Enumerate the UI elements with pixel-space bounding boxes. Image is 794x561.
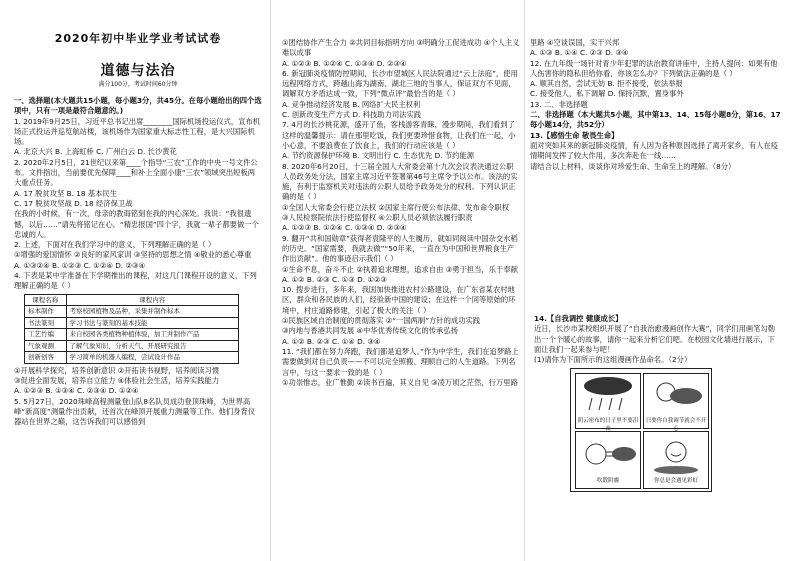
question-line: A. ①②③ B. ①②④ C. ①③④ D. ②③④ <box>282 58 407 68</box>
table-row <box>25 306 239 318</box>
comic-panel-2 <box>643 373 709 432</box>
comic-panel-3 <box>575 431 641 489</box>
wind-face-icon <box>576 432 640 476</box>
q14-question: (1)请你为下面所示的这组漫画作品命名。（2分） <box>534 355 692 365</box>
comic-caption: 只要你自我调节就会不开心 <box>645 418 707 432</box>
comic-panel-1 <box>575 373 641 432</box>
question-line: ①增强的爱国情怀 ②良好的家风家训 ③坚持的思想之情 ④敬业的悉心尊重 <box>14 250 252 260</box>
table-cell: 来自校园各类植物种植体验，加工并制作产品 <box>66 329 238 341</box>
sun-smile-icon <box>644 432 708 476</box>
fold-line <box>524 0 525 561</box>
comic-caption: 吹散阴霾 <box>596 478 619 484</box>
question-line: A. ①②③ B. ①②④ C. ①③④ D. ②③④ <box>282 223 407 233</box>
question-14 <box>534 314 782 365</box>
q14-heading: 14.【自我调控 健康成长】 <box>534 314 623 323</box>
question-line: 9. 翻开“共和国勋章”获得者袁隆平的人生履历，就如同阅读中国杂交水稻的历史。“国家需要，我就去做”“50年来，一直在为中国和世界粮食生产作出贡献”。他的事迹启示我们（ ） <box>282 233 518 264</box>
table-row <box>25 317 239 329</box>
question-line: ①开展科学探究，培养创新意识 ②开拓读书视野，培养阅读习惯 <box>14 365 220 375</box>
question-line: 13.【感悟生命 敬畏生命】 <box>530 130 619 140</box>
question-line: C. 接受他人，私下调解 D. 保持沉默，置身事外 <box>530 89 684 99</box>
comic-caption: 你总是会遇见彩虹 <box>653 478 698 484</box>
question-line: A. 17 脱贫攻坚 B. 18 基本民生 <box>14 188 118 198</box>
fold-line <box>270 0 271 561</box>
question-line: A. ①② B. ②③ C. ①③ D. ①②③ <box>282 274 387 284</box>
question-line: ①民族区域自治制度的贯彻落实 ②“一国两制”方针的成功实践 <box>282 316 481 326</box>
q14-body: 近日，长沙市某校组织开展了“自我治愈漫画创作大赛”，同学们用画笔勾勒出一个个暖心的故事，请你一起来分析它们吧。在校园文化墙进行展示，下面让我们一起来参与吧！ <box>534 324 776 354</box>
question-line: ①生命不息，奋斗不止 ②执着追求理想，追求自由 ③勇于担当，乐于奉献 <box>282 264 518 274</box>
rain-cloud-icon <box>576 374 640 416</box>
question-line: 12. 在九年级一场针对青少年犯罪的法治教育讲座中，主持人提问：如果有他人伤害你的隐私但给你看，你该怎么办？下列做法正确的是（ ） <box>530 58 778 78</box>
question-line: 在我的小时候，有一次，母亲的教诲铭刻在我的内心深处。我说：“我很遗憾，以后……”请先将铭记在心。“精忠报国”四个字，我就一辈子都要做一个忠诚的人。 <box>14 209 259 239</box>
question-line: A. 北京大兴 B. 上海虹桥 C. 广州白云 D. 长沙黄花 <box>14 147 177 157</box>
comic-caption: 阴云密布的日子里不要沮丧 <box>577 418 639 432</box>
question-line: ①全国人大常委会行使立法权 ②国家主席行使公布法律、发布命令职权 <box>282 202 510 212</box>
question-line: A. ①③②④ B. ①②③ C. ①②④ D. ②③④ <box>14 260 146 270</box>
question-line: 请结合以上材料，谈谈你对珍爱生命、生命至上的理解。（8分） <box>530 161 736 171</box>
table-cell: 气象观测 <box>25 340 67 352</box>
question-line: 面对突如其来的新冠肺炎疫情，有人因为各种原因选择了离开家乡，有人在疫情期间发挥了较大作用，多次奔赴在一线…… <box>530 140 779 161</box>
comic-panel-4 <box>643 431 709 489</box>
table-cell: 了解气象知识，分析天气、开展研究报告 <box>66 340 238 352</box>
question-line: 二、非选择题（本大题共5小题，其中第13、14、15每小题8分，第16、17每小题14分，共52分） <box>530 110 781 130</box>
table-cell: 创新创客 <box>25 352 67 364</box>
question-line: 7. 4月的长沙桃花源，盛开了鱼，客栈游客青睐，漫步期间，我们看到了这样的温馨提示：请在那里吃饭，我们更要珍惜食物，让我们在一起，小小心意，不要浪费在了饮食上，我们的行动应该是（ ） <box>282 120 516 150</box>
table-row <box>25 329 239 341</box>
question-line: 一、选择题(本大题共15小题，每小题3分，共45分。在每小题给出的四个选项中，只有一项是最符合题意的。) <box>14 96 262 116</box>
question-line: A. 顺其自然，尝试无妨 B. 拒不接受，依法举报 <box>530 79 683 89</box>
table-cell: 考察校园植物及品种，采集并制作标本 <box>66 306 238 318</box>
question-line: ③人民检察院依法行使监督权 ④公职人员必须依法履行职责 <box>282 213 473 223</box>
comic-strip <box>570 368 712 492</box>
column-3 <box>530 38 782 172</box>
question-line: 里路 ④空谈误国，实干兴邦 <box>530 38 620 47</box>
subject-title: 道德与法治 <box>100 63 176 79</box>
sun-cloud-icon <box>644 374 708 416</box>
exam-title: 2020年初中毕业学业考试试卷 <box>54 32 222 45</box>
column-1 <box>14 96 262 427</box>
table-header: 课程内容 <box>66 294 238 306</box>
question-line: A. ①②③ B. ①③④ C. ②③④ D. ①②④ <box>14 386 139 396</box>
question-line: 13. 二、非选择题 <box>530 99 588 109</box>
table-row <box>25 352 239 364</box>
question-line: A. 竞争推动经济发展 B. 网络扩大民主权利 <box>282 99 421 109</box>
question-line: 10. 搜步进行，多年来，我国加快推进农村公路建设，在广东省某农村地区，群众和各民族的人们，经验新中国的建设；在这样一个同等原始的环境中，村庄道路修建，引起了极大的关注（ ） <box>282 285 516 315</box>
question-line: 2. 2020年2月5日，21世纪以来第____个指导“三农”工作的中央一号文件公布。文件指出，当前要优先保障____和补上全面小康“三农”领域突出短板两大重点任务。 <box>14 157 258 188</box>
question-line: C. 创新改变生产方式 D. 科技助力司法实践 <box>282 110 422 120</box>
question-line: 4. 下表是某中学准备在下学期推出的课程，对这几门课程开设的意义，下列理解正确的是（ ） <box>14 271 257 291</box>
question-line: ①团结协作产生合力 ②共同目标指明方向 ③明确分工促进成功 ④个人主义难以成事 <box>282 38 520 58</box>
question-line: 1. 2019年9月25日，习近平总书记出席________国际机场投运仪式，宣布机场正式投运并巡览航站楼，该机场作为国家重大标志性工程，是大兴国际机场。 <box>14 116 261 147</box>
question-line: 5. 5月27日，2020珠峰高程测量登山队8名队员成功登顶珠峰，为世界高峰“新高度”测量作出贡献，还首次在峰顶开展重力测量等工作。他们身背仪器站在世界之巅，这告诉我们可以感悟到 <box>14 396 256 427</box>
question-line: ③内地与香港共同发展 ④中华优秀传统文化的传承弘扬 <box>282 326 458 336</box>
table-cell: 学习书法与篆刻的基本技能 <box>66 317 238 329</box>
question-line: 6. 新冠肺炎疫情防控期间，长沙市望城区人民法院通过“云上法庭”，使用远程网络方式，跨越山海为湖南、湖北三地的当事人，保证双方不见面，调解双方矛盾达成一致，下列“微点评”最恰当的是（ ） <box>282 68 518 99</box>
table-cell: 工艺竹编 <box>25 329 67 341</box>
question-line: 8. 2020年6月20日，十三届全国人大常委会第十九次会议表决通过公职人员政务处分法，国家主席习近平签署第46号主席令予以公布。该法的实施，有利于监察机关对违法的公职人员给予政务处分的权利。下列认识正确的是（ ） <box>282 161 518 202</box>
question-line: 11. “我们都在努力奔跑，我们都是追梦人。”作为中学生，我们在追梦路上需要做到对自己负责——不可以完全照搬、理顺自己的人生道路。下列名言中，与这一要求一致的是（ ） <box>282 346 519 377</box>
table-cell: 标本制作 <box>25 306 67 318</box>
question-line: ①功崇惟志，业广惟勤 ②读书百遍，其义自见 ③凌万顷之茫然，行万里路 <box>282 377 518 387</box>
table-header: 课程名称 <box>25 294 67 306</box>
question-line: A. 节约资源保护环境 B. 文明出行 C. 生态优先 D. 节约能源 <box>282 151 475 161</box>
table-cell: 学习简单的机器人编程，尝试设计作品 <box>66 352 238 364</box>
question-line: ③促进全面发展，培养自立能力 ④体验社会生活，培养实践能力 <box>14 375 220 385</box>
course-table <box>24 294 239 364</box>
question-line: C. 17 脱贫攻坚战 D. 18 经济保卫战 <box>14 198 133 208</box>
column-2 <box>282 38 520 388</box>
question-line: A. ①③ B. ①④ C. ②③ D. ③④ <box>530 48 629 58</box>
question-line: 2. 上述，下面对在我们学习中的意义，下列理解正确的是（ ） <box>14 240 216 250</box>
table-row <box>25 340 239 352</box>
question-line: A. ①② B. ②③ C. ①④ D. ③④ <box>282 336 381 346</box>
table-cell: 书法篆刻 <box>25 317 67 329</box>
score-note: 满分100分，考试时间60分钟 <box>98 81 178 88</box>
